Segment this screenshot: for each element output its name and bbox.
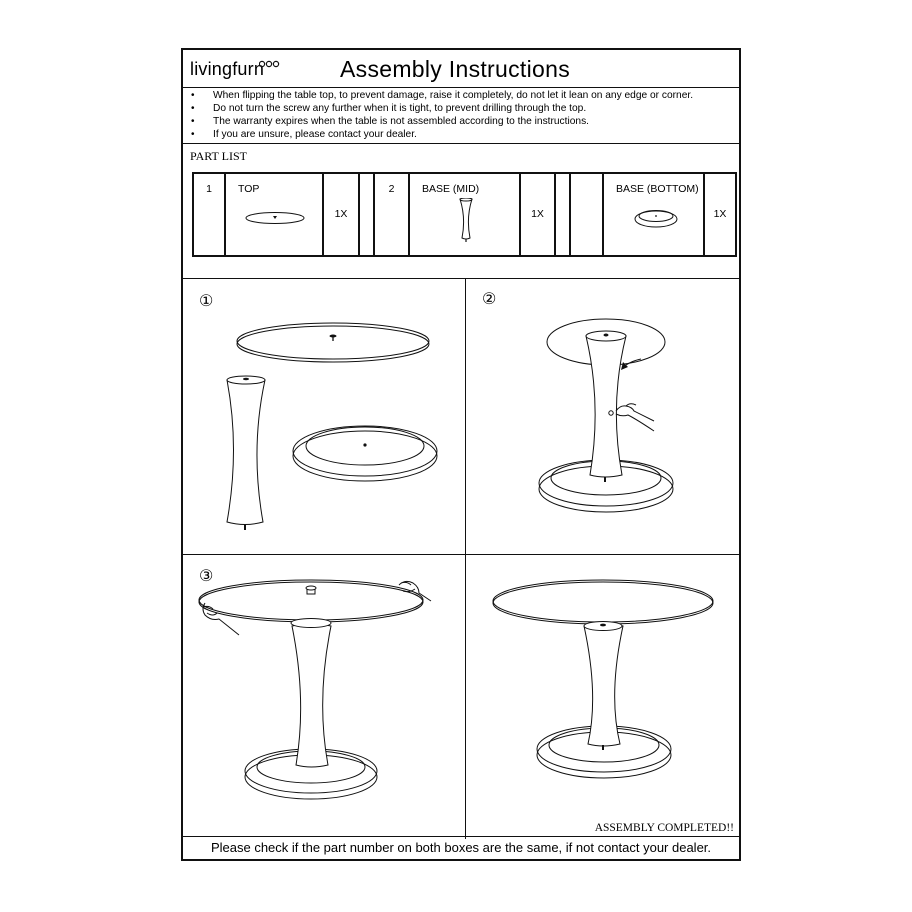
part-name: BASE (MID) [422,183,480,195]
step-1-illustration [183,279,465,554]
part-name-cell [226,174,324,255]
part-name-cell [410,174,521,255]
part-qty: 1X [334,208,348,220]
steps-grid [183,279,739,839]
base-bottom-icon [604,198,705,238]
part-number-cell [375,174,410,255]
part-name-cell [604,174,705,255]
instruction-sheet [181,48,741,861]
completed-label: ASSEMBLY COMPLETED!! [594,822,734,834]
note-item: • Do not turn the screw any further when it is tight, to prevent drilling through the top. [183,102,739,115]
brand-name: livingfurn [190,59,265,79]
part-number: 2 [388,183,395,195]
brand-logo-mark [259,60,281,68]
parts-table [192,172,737,257]
notes-list [183,88,739,144]
step-2-illustration [466,279,743,554]
part-name: BASE (BOTTOM) [616,183,699,195]
header [183,50,739,88]
note-item: • If you are unsure, please contact your dealer. [183,128,739,141]
part-number-cell [194,174,226,255]
part-spacer-cell [556,174,571,255]
part-qty-cell [705,174,735,255]
step-3-illustration [183,555,465,839]
base-mid-icon [410,198,521,246]
note-item: • When flipping the table top, to prevent damage, raise it completely, do not let it lean on any edge or corner. [183,89,739,102]
part-name: TOP [238,183,260,195]
part-number: 1 [206,183,212,195]
footer-notice: Please check if the part number on both boxes are the same, if not contact your dealer. [183,836,739,859]
part-number-cell [571,174,604,255]
part-qty: 1X [531,208,544,220]
part-number [571,174,602,183]
step-number: ③ [199,566,214,585]
brand-logo [190,59,264,80]
part-spacer-cell [360,174,375,255]
part-list-label: PART LIST [190,149,247,163]
step-number: ① [199,291,214,310]
note-item: • The warranty expires when the table is not assembled according to the instructions. [183,115,739,128]
step-number: ② [482,289,497,308]
page-title: Assembly Instructions [340,56,570,82]
table-top-icon [226,198,324,238]
completed-illustration [466,555,743,839]
part-qty-cell [324,174,360,255]
part-qty: 1X [713,208,727,220]
part-qty-cell [521,174,556,255]
